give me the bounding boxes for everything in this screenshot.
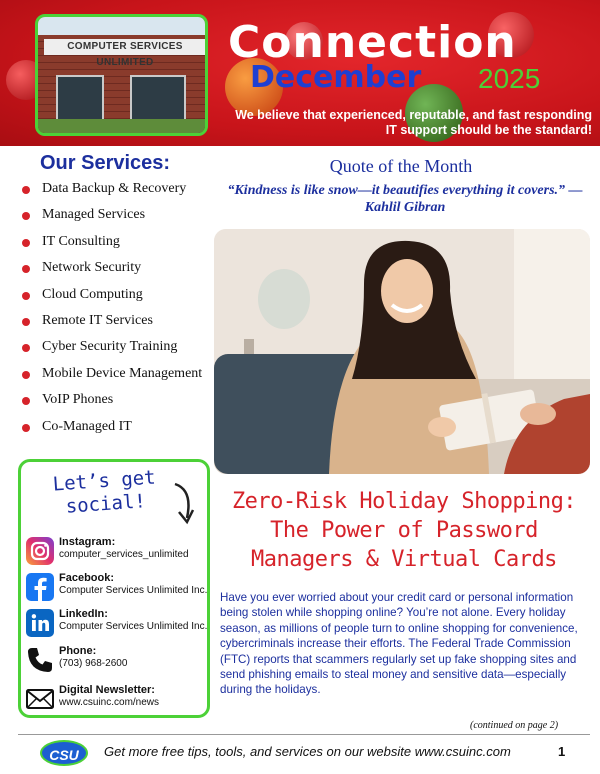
facebook-icon: [25, 572, 55, 602]
quote-text: “Kindness is like snow—it beautifies everything it covers.” — Kahlil Gibran: [227, 183, 583, 215]
services-title: Our Services:: [40, 152, 171, 174]
bullet-icon: [22, 424, 30, 432]
facebook-label: Facebook:: [59, 572, 115, 584]
bullet-icon: [22, 371, 30, 379]
phone-contact[interactable]: [25, 645, 207, 679]
social-box: [18, 459, 210, 718]
bullet-icon: [22, 344, 30, 352]
bullet-icon: [22, 186, 30, 194]
service-item: VoIP Phones: [22, 392, 212, 408]
building-sign: COMPUTER SERVICES UNLIMITED: [44, 39, 206, 55]
service-item: Mobile Device Management: [22, 366, 212, 382]
service-item: Data Backup & Recovery: [22, 181, 212, 197]
footer-divider: [18, 734, 590, 735]
envelope-icon: [25, 684, 55, 714]
facebook-contact[interactable]: [25, 572, 207, 606]
arrow-down-icon: [169, 480, 199, 530]
office-building-photo: [35, 14, 208, 136]
facebook-page[interactable]: Computer Services Unlimited Inc.: [59, 585, 208, 596]
phone-number[interactable]: (703) 968-2600: [59, 658, 128, 669]
continued-note: (continued on page 2): [470, 720, 559, 731]
newsletter-year: 2025: [478, 63, 541, 94]
instagram-label: Instagram:: [59, 536, 116, 548]
services-list: [22, 181, 212, 445]
phone-icon: [25, 645, 55, 675]
page-number: 1: [558, 744, 566, 759]
gift-exchange-photo: [214, 229, 590, 474]
linkedin-icon: [25, 608, 55, 638]
service-item: IT Consulting: [22, 234, 212, 250]
phone-label: Phone:: [59, 645, 97, 657]
service-item: Managed Services: [22, 207, 212, 223]
newsletter-header: [0, 0, 600, 146]
linkedin-page[interactable]: Computer Services Unlimited Inc.: [59, 621, 208, 632]
service-item: Network Security: [22, 260, 212, 276]
newsletter-label: Digital Newsletter:: [59, 684, 155, 696]
social-heading: Let’s get social!: [52, 466, 157, 518]
linkedin-label: LinkedIn:: [59, 608, 108, 620]
bullet-icon: [22, 397, 30, 405]
footer-text: Get more free tips, tools, and services on our website www.csuinc.com: [104, 744, 511, 759]
service-item: Co-Managed IT: [22, 419, 212, 435]
bullet-icon: [22, 292, 30, 300]
csu-logo: CSU: [40, 740, 88, 766]
bullet-icon: [22, 212, 30, 220]
service-item: Remote IT Services: [22, 313, 212, 329]
bullet-icon: [22, 265, 30, 273]
newsletter-title: Connection: [228, 17, 517, 68]
newsletter-url[interactable]: www.csuinc.com/news: [59, 697, 160, 708]
linkedin-contact[interactable]: [25, 608, 207, 642]
instagram-handle[interactable]: computer_services_unlimited: [59, 549, 189, 560]
article-title: Zero-Risk Holiday Shopping: The Power of Password Managers & Virtual Cards: [231, 489, 577, 572]
quote-title: Quote of the Month: [329, 156, 473, 176]
instagram-icon: [25, 536, 55, 566]
newsletter-month: December: [250, 60, 422, 95]
instagram-contact[interactable]: [25, 536, 207, 570]
bullet-icon: [22, 239, 30, 247]
bullet-icon: [22, 318, 30, 326]
photo-illustration: [214, 229, 590, 474]
article-body: Have you ever worried about your credit card or personal information being stolen while shopping online? You’re not alone. Every holiday season, as millions of people turn to online shopping for convenience, cybercriminals increase their efforts. The Federal Trade Commission (FTC) reports that scammers regularly set up fake shopping sites and send phishing emails to steal money and sensitive data—especially during the holidays.: [220, 591, 578, 697]
tagline: We believe that experienced, reputable, and fast responding IT support should be the standard!: [235, 108, 592, 137]
service-item: Cloud Computing: [22, 287, 212, 303]
newsletter-contact[interactable]: [25, 684, 207, 718]
service-item: Cyber Security Training: [22, 339, 212, 355]
